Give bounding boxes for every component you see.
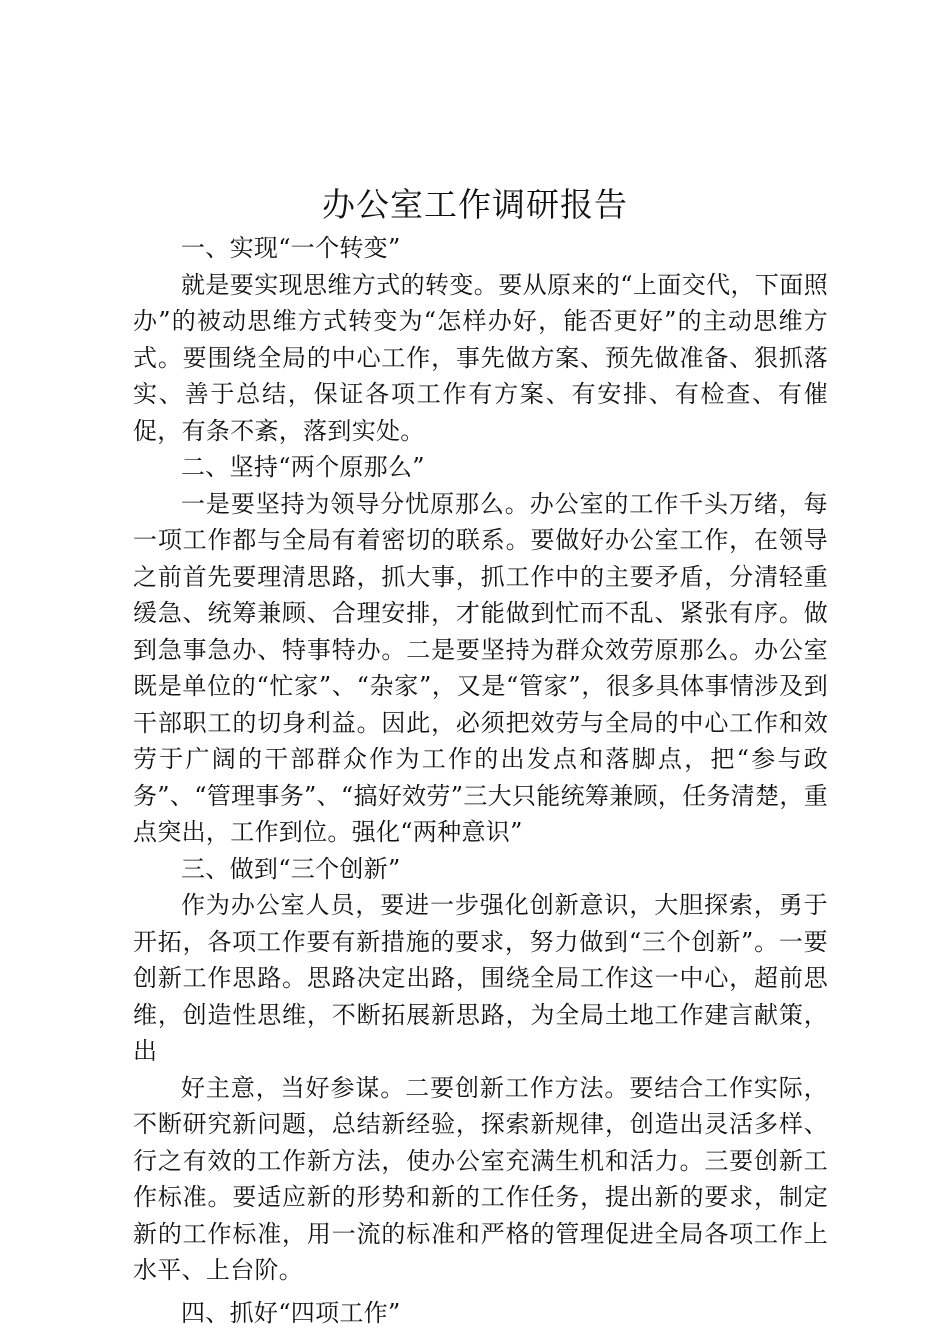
page-title: 办公室工作调研报告	[322, 185, 628, 224]
document-body	[133, 230, 828, 1331]
section-heading-3: 三、做到“三个创新”	[181, 854, 401, 883]
section-heading-4: 四、抓好“四项工作”	[181, 1298, 401, 1327]
section-heading-2: 二、坚持“两个原那么”	[181, 453, 425, 481]
section-heading-1: 一、实现“一个转变”	[181, 234, 401, 262]
section-3-paragraph-2: 好主意，当好参谋。二要创新工作方法。要结合工作实际，不断研究新问题，总结新经验，探索新规律，创造出灵活多样、行之有效的工作新方法，使办公室充满生机和活力。三要创新工作标准。要适应新的形势和新的工作任务，提出新的要求，制定新的工作标准，用一流的标准和严格的管理促进全局各项工作上水平、上台阶。	[133, 1073, 828, 1284]
section-3-paragraph-1: 作为办公室人员，要进一步强化创新意识，大胆探索，勇于开拓，各项工作要有新措施的要求，努力做到“三个创新”。一要创新工作思路。思路决定出路，围绕全局工作这一中心，超前思维，创造性思维，不断拓展新思路，为全局土地工作建言献策，出	[133, 891, 828, 1065]
section-2-paragraph-1: 一是要坚持为领导分忧原那么。办公室的工作千头万绪，每一项工作都与全局有着密切的联系。要做好办公室工作，在领导之前首先要理清思路，抓大事，抓工作中的主要矛盾，分清轻重缓急、统筹兼顾、合理安排，才能做到忙而不乱、紧张有序。做到急事急办、特事特办。二是要坚持为群众效劳原那么。办公室既是单位的“忙家”、“杂家”，又是“管家”，很多具体事情涉及到干部职工的切身利益。因此，必须把效劳与全局的中心工作和效劳于广阔的干部群众作为工作的出发点和落脚点，把“参与政务”、“管理事务”、“搞好效劳”三大只能统筹兼顾，任务清楚，重点突出，工作到位。强化“两种意识”	[133, 489, 828, 846]
section-1-paragraph-1: 就是要实现思维方式的转变。要从原来的“上面交代，下面照办”的被动思维方式转变为“怎样办好，能否更好”的主动思维方式。要围绕全局的中心工作，事先做方案、预先做准备、狠抓落实、善于总结，保证各项工作有方案、有安排、有检查、有催促，有条不紊，落到实处。	[133, 270, 828, 445]
